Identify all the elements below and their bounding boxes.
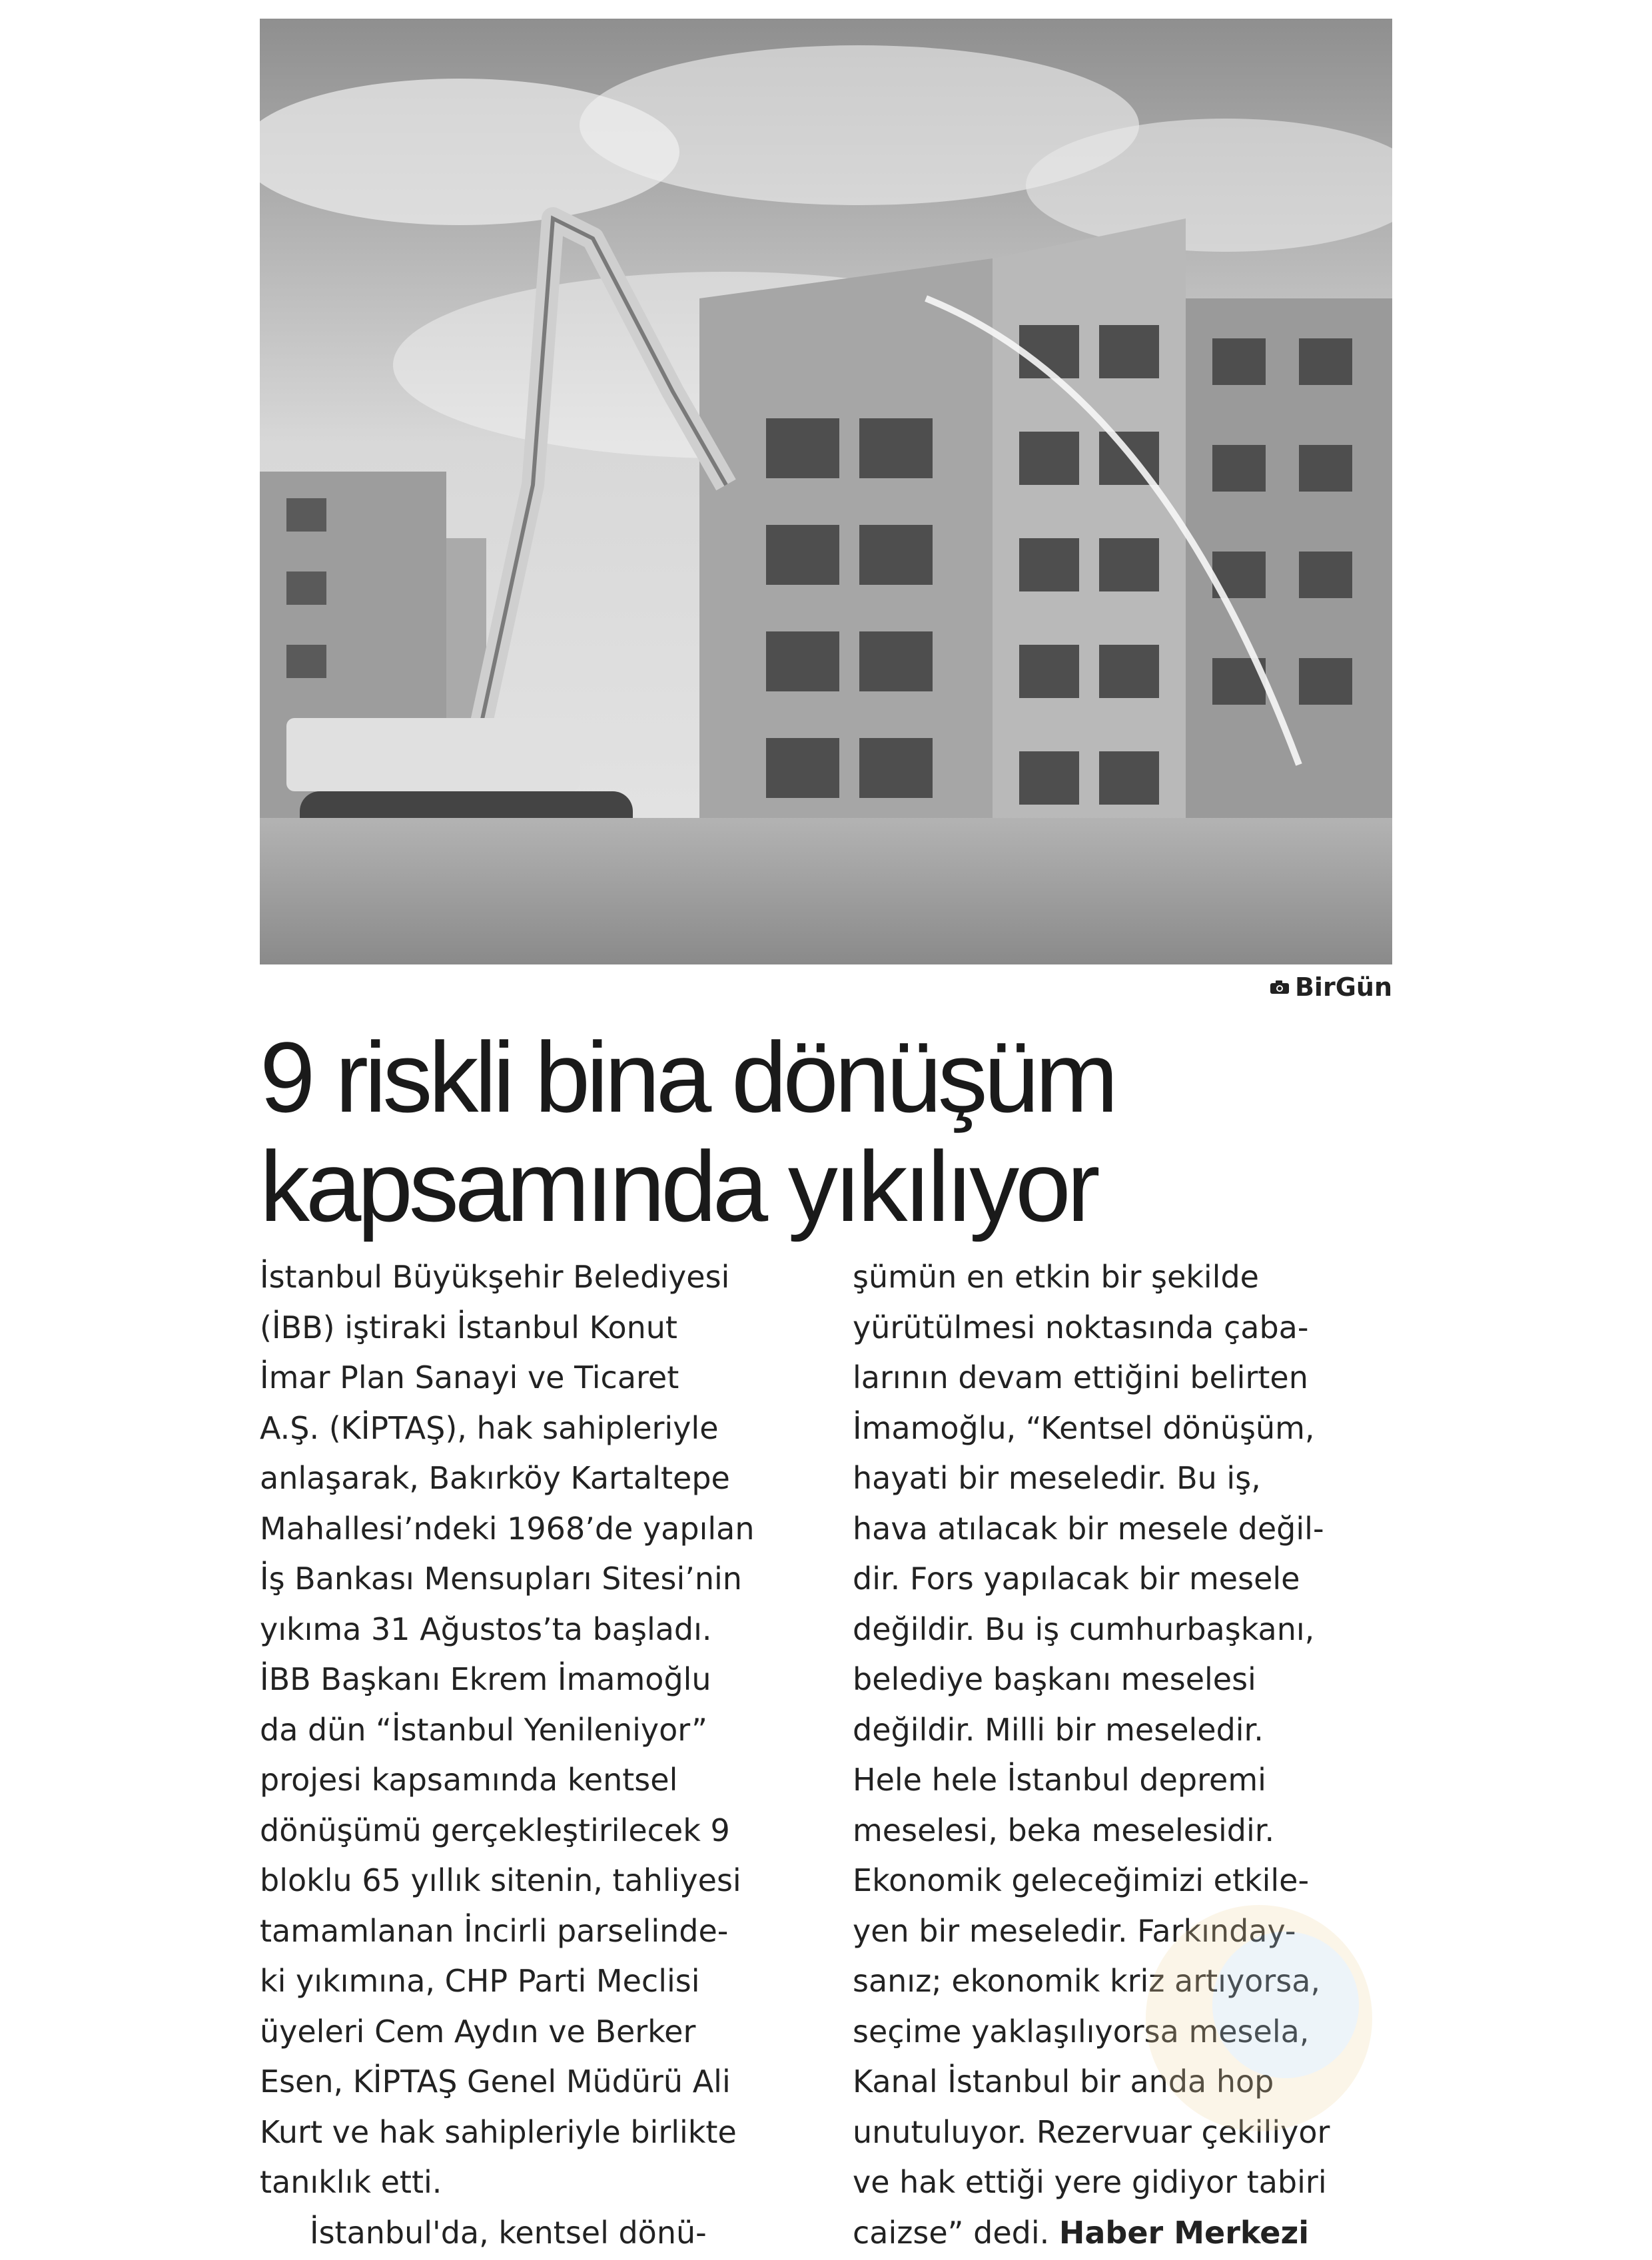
body-line: değildir. Milli bir meseledir. [853, 1711, 1264, 1748]
body-line: seçime yaklaşılıyorsa mesela, [853, 2013, 1310, 2050]
demolition-illustration [260, 19, 1392, 964]
body-line: hayati bir meseledir. Bu iş, [853, 1460, 1261, 1496]
body-line: İstanbul Büyükşehir Belediyesi [260, 1259, 730, 1295]
body-line: Mahallesi’ndeki 1968’de yapılan [260, 1510, 755, 1547]
body-line: ki yıkımına, CHP Parti Meclisi [260, 1963, 700, 1999]
body-line: da dün “İstanbul Yenileniyor” [260, 1711, 707, 1748]
body-line: belediye başkanı meselesi [853, 1661, 1256, 1697]
body-line: anlaşarak, Bakırköy Kartaltepe [260, 1460, 730, 1496]
headline-line-1: 9 riskli bina dönüşüm [260, 1021, 1115, 1133]
body-line: dönüşümü gerçekleştirilecek 9 [260, 1812, 730, 1848]
body-line: Esen, KİPTAŞ Genel Müdürü Ali [260, 2064, 731, 2099]
body-line: meselesi, beka meselesidir. [853, 1812, 1275, 1848]
body-line: Hele hele İstanbul depremi [853, 1762, 1266, 1798]
body-line: üyeleri Cem Aydın ve Berker [260, 2013, 696, 2050]
photo-credit [1270, 972, 1392, 1002]
body-line: A.Ş. (KİPTAŞ), hak sahipleriyle [260, 1409, 719, 1446]
body-line: bloklu 65 yıllık sitenin, tahliyesi [260, 1862, 741, 1898]
body-line: değildir. Bu iş cumhurbaşkanı, [853, 1611, 1315, 1647]
body-line: yürütülmesi noktasında çaba- [853, 1309, 1309, 1345]
body-line: unutuluyor. Rezervuar çekiliyor [853, 2113, 1330, 2150]
headline-line-2: kapsamında yıkılıyor [260, 1130, 1096, 1242]
photo-credit-text: BirGün [1294, 972, 1392, 1002]
body-line: Kurt ve hak sahipleriyle birlikte [260, 2113, 737, 2150]
body-line: İBB Başkanı Ekrem İmamoğlu [260, 1661, 711, 1697]
body-line: tanıklık etti. [260, 2164, 442, 2200]
body-line: larının devam ettiğini belirten [853, 1359, 1308, 1395]
body-line: ve hak ettiği yere gidiyor tabiri [853, 2164, 1327, 2200]
body-line: İş Bankası Mensupları Sitesi’nin [260, 1561, 742, 1597]
body-line: yıkıma 31 Ağustos’ta başladı. [260, 1611, 712, 1647]
body-line: İmamoğlu, “Kentsel dönüşüm, [853, 1409, 1315, 1446]
body-line: hava atılacak bir mesele değil- [853, 1510, 1324, 1547]
article-column-right [853, 1252, 1386, 2258]
closing-line [853, 2208, 1386, 2259]
body-line: şümün en etkin bir şekilde [853, 1259, 1259, 1295]
body-line: sanız; ekonomik kriz artıyorsa, [853, 1963, 1321, 1999]
body-line: tamamlanan İncirli parselinde- [260, 1912, 729, 1949]
body-line: projesi kapsamında kentsel [260, 1762, 678, 1798]
body-line: Ekonomik geleceğimizi etkile- [853, 1862, 1310, 1898]
body-line: İstanbul'da, kentsel dönü- [310, 2214, 707, 2251]
byline: Haber Merkezi [1058, 2214, 1309, 2251]
body-line: İmar Plan Sanayi ve Ticaret [260, 1359, 679, 1395]
body-line: Kanal İstanbul bir anda hop [853, 2064, 1274, 2099]
body-line: dir. Fors yapılacak bir mesele [853, 1561, 1300, 1597]
body-line: yen bir meseledir. Farkınday- [853, 1912, 1296, 1949]
article-photo [260, 19, 1392, 964]
camera-icon [1270, 980, 1290, 994]
article-column-left [260, 1252, 793, 2258]
body-line: (İBB) iştiraki İstanbul Konut [260, 1309, 677, 1345]
headline [260, 1022, 1392, 1241]
closing-text: caizse” dedi. [853, 2214, 1050, 2251]
